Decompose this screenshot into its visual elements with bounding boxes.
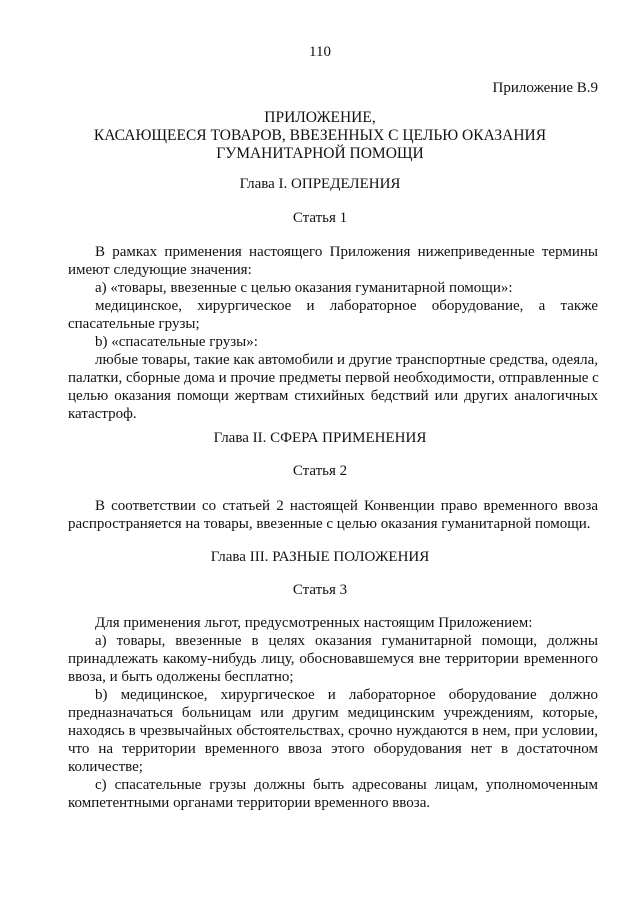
paragraph-line: палатки, сборные дома и прочие предметы первой необходимости, отправленные с xyxy=(68,370,599,386)
chapter-3-heading: Глава III. РАЗНЫЕ ПОЛОЖЕНИЯ xyxy=(210,549,430,565)
item-c-line: компетентными органами территории временного ввоза. xyxy=(68,795,431,811)
definition-a-label: a) «товары, ввезенные с целью оказания гуманитарной помощи»: xyxy=(95,280,513,296)
title-line: КАСАЮЩЕЕСЯ ТОВАРОВ, ВВЕЗЕННЫХ С ЦЕЛЬЮ ОКАЗАНИЯ xyxy=(93,127,547,144)
item-c-line: c) спасательные грузы должны быть адресованы лицам, уполномоченным xyxy=(95,777,598,793)
article-1-heading: Статья 1 xyxy=(292,210,348,226)
annex-label: Приложение B.9 xyxy=(492,80,598,96)
item-b-line: количестве; xyxy=(68,759,143,775)
chapter-2-heading: Глава II. СФЕРА ПРИМЕНЕНИЯ xyxy=(213,430,427,446)
paragraph-line: имеют следующие значения: xyxy=(68,262,252,278)
annex-title xyxy=(0,109,640,163)
page-number: 110 xyxy=(309,44,331,60)
paragraph-line: спасательные грузы; xyxy=(68,316,200,332)
item-b-line: находясь в чрезвычайных обстоятельствах, срочно нуждаются в нем, при условии, xyxy=(68,723,598,739)
definition-b-label: b) «спасательные грузы»: xyxy=(95,334,258,350)
item-b-line: предназначаться больницам или другим медицинским учреждениям, которые, xyxy=(68,705,598,721)
paragraph-line: Для применения льгот, предусмотренных настоящим Приложением: xyxy=(95,615,533,631)
title-line: ПРИЛОЖЕНИЕ, xyxy=(264,109,376,126)
paragraph-line: В рамках применения настоящего Приложения нижеприведенные термины xyxy=(95,244,598,260)
paragraph-line: катастроф. xyxy=(68,406,137,422)
item-a-line: a) товары, ввезенные в целях оказания гуманитарной помощи, должны xyxy=(95,633,598,649)
item-a-line: принадлежать какому-нибудь лицу, обосновавшемуся вне территории временного xyxy=(68,651,598,667)
article-1-body xyxy=(68,243,598,423)
paragraph-line: В соответствии со статьей 2 настоящей Конвенции право временного ввоза xyxy=(95,498,598,514)
title-line: ГУМАНИТАРНОЙ ПОМОЩИ xyxy=(216,145,424,162)
item-b-line: что на территории временного ввоза этого оборудования нет в достаточном xyxy=(68,741,598,757)
article-3-heading: Статья 3 xyxy=(292,582,348,598)
chapter-1-heading: Глава I. ОПРЕДЕЛЕНИЯ xyxy=(239,176,401,192)
article-2-heading: Статья 2 xyxy=(292,463,348,479)
article-3-body xyxy=(68,614,598,812)
paragraph-line: любые товары, такие как автомобили и другие транспортные средства, одеяла, xyxy=(95,352,598,368)
item-a-line: ввоза, и быть одолжены бесплатно; xyxy=(68,669,294,685)
item-b-line: b) медицинское, хирургическое и лабораторное оборудование должно xyxy=(95,687,598,703)
paragraph-line: распространяется на товары, ввезенные с целью оказания гуманитарной помощи. xyxy=(68,516,591,532)
paragraph-line: медицинское, хирургическое и лабораторное оборудование, а также xyxy=(95,298,598,314)
article-2-body xyxy=(68,497,598,533)
paragraph-line: целью оказания помощи жертвам стихийных бедствий или других аналогичных xyxy=(68,388,598,404)
